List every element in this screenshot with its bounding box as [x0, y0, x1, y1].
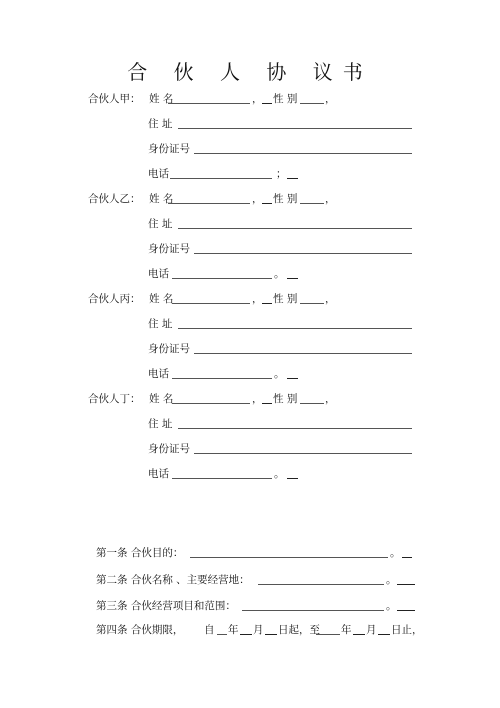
- partner-a-gender-label: 性 别: [273, 93, 298, 105]
- partner-b-blank-short[interactable]: [262, 203, 272, 204]
- partner-d-phone-label: 电话: [148, 468, 169, 480]
- partner-a-phone-label: 电话: [148, 168, 169, 180]
- partner-a-address-field[interactable]: [178, 128, 412, 129]
- article-4-month: 月: [253, 624, 264, 636]
- article-4-year-to-field[interactable]: [316, 634, 340, 635]
- partner-b-phone-label: 电话: [148, 268, 169, 280]
- partner-b-address-label: 住 址: [148, 218, 173, 230]
- article-2-blank[interactable]: [397, 584, 415, 585]
- partner-c-gender-field[interactable]: [300, 303, 324, 304]
- partner-b-id-label: 身份证号: [148, 243, 190, 255]
- partner-b-name-field[interactable]: [168, 203, 250, 204]
- partner-a-gender-field[interactable]: [300, 103, 324, 104]
- partner-a-phone-blank[interactable]: [287, 178, 298, 179]
- partner-b-phone-end: 。: [274, 268, 285, 280]
- article-3-field[interactable]: [242, 610, 384, 611]
- partner-c-name-label: 姓 名: [149, 293, 174, 305]
- partner-c-address-field[interactable]: [178, 328, 412, 329]
- partner-d-comma2: ，: [325, 393, 336, 405]
- partner-d-address-label: 住 址: [148, 418, 173, 430]
- partner-d-comma1: ，: [252, 393, 263, 405]
- article-1-end: 。: [390, 547, 401, 559]
- partner-d-id-label: 身份证号: [148, 443, 190, 455]
- partner-c-comma2: ，: [325, 293, 336, 305]
- partner-c-id-field[interactable]: [194, 353, 412, 354]
- article-1-field[interactable]: [190, 557, 388, 558]
- article-4-year-from-field[interactable]: [217, 634, 227, 635]
- partner-a-name-field[interactable]: [168, 103, 250, 104]
- article-4-label: 第四条 合伙期限，: [96, 624, 184, 636]
- partner-a-id-field[interactable]: [194, 153, 412, 154]
- partner-c-comma1: ，: [252, 293, 263, 305]
- article-4-day-to: 日止，: [391, 624, 423, 636]
- partner-a-comma1: ，: [252, 93, 263, 105]
- partner-c-label: 合伙人丙：: [88, 293, 141, 305]
- partner-d-gender-label: 性 别: [273, 393, 298, 405]
- partner-d-phone-blank[interactable]: [287, 478, 298, 479]
- partner-b-name-label: 姓 名: [149, 193, 174, 205]
- partner-d-name-label: 姓 名: [149, 393, 174, 405]
- partner-c-phone-label: 电话: [148, 368, 169, 380]
- partner-c-name-field[interactable]: [172, 303, 250, 304]
- partner-d-phone-end: 。: [274, 468, 285, 480]
- article-2-end: 。: [386, 574, 397, 586]
- article-1-label: 第一条 合伙目的：: [96, 547, 184, 559]
- partner-d-blank-short[interactable]: [262, 403, 272, 404]
- partner-d-address-field[interactable]: [178, 428, 412, 429]
- article-3-end: 。: [386, 600, 397, 612]
- partner-b-address-field[interactable]: [178, 228, 412, 229]
- partner-d-label: 合伙人丁：: [88, 393, 141, 405]
- article-3-label: 第三条 合伙经营项目和范围：: [96, 600, 236, 612]
- article-4-day-from-field[interactable]: [265, 634, 277, 635]
- partner-a-label: 合伙人甲：: [88, 93, 141, 105]
- article-3-blank[interactable]: [397, 610, 415, 611]
- partner-b-gender-field[interactable]: [300, 203, 324, 204]
- article-4-month2: 月: [366, 624, 377, 636]
- partner-b-id-field[interactable]: [194, 253, 412, 254]
- article-4-from: 自: [204, 624, 215, 636]
- article-4-day-to-field[interactable]: [378, 634, 390, 635]
- partner-c-gender-label: 性 别: [273, 293, 298, 305]
- partner-c-phone-end: 。: [274, 368, 285, 380]
- partner-b-comma2: ，: [325, 193, 336, 205]
- partner-d-id-field[interactable]: [194, 453, 412, 454]
- article-2-label: 第二条 合伙名称 、主要经营地：: [96, 574, 250, 586]
- partner-d-phone-field[interactable]: [172, 478, 272, 479]
- partner-a-blank-short[interactable]: [262, 103, 272, 104]
- article-4-month-to-field[interactable]: [353, 634, 365, 635]
- article-4-day-from: 日起，至: [278, 624, 320, 636]
- partner-c-blank-short[interactable]: [262, 303, 272, 304]
- article-4-year2: 年: [341, 624, 352, 636]
- partner-c-id-label: 身份证号: [148, 343, 190, 355]
- partner-c-phone-blank[interactable]: [287, 378, 298, 379]
- partner-b-gender-label: 性 别: [273, 193, 298, 205]
- partner-b-phone-field[interactable]: [172, 278, 272, 279]
- partner-c-address-label: 住 址: [148, 318, 173, 330]
- partner-a-id-label: 身份证号: [148, 143, 190, 155]
- partner-a-phone-field[interactable]: [170, 178, 272, 179]
- partner-a-address-label: 住 址: [148, 118, 173, 130]
- partner-d-gender-field[interactable]: [300, 403, 324, 404]
- article-4-month-from-field[interactable]: [240, 634, 252, 635]
- article-4-year: 年: [228, 624, 239, 636]
- partner-a-phone-end: ；: [276, 168, 287, 180]
- partner-a-name-label: 姓 名: [149, 93, 174, 105]
- partner-b-comma1: ，: [252, 193, 263, 205]
- partner-c-phone-field[interactable]: [172, 378, 272, 379]
- article-2-field[interactable]: [258, 584, 384, 585]
- article-1-blank[interactable]: [402, 557, 412, 558]
- document-title: 合 伙 人 协 议书: [127, 60, 373, 84]
- partner-b-label: 合伙人乙：: [88, 193, 141, 205]
- partner-d-name-field[interactable]: [172, 403, 250, 404]
- partner-a-comma2: ，: [325, 93, 336, 105]
- partner-b-phone-blank[interactable]: [287, 278, 298, 279]
